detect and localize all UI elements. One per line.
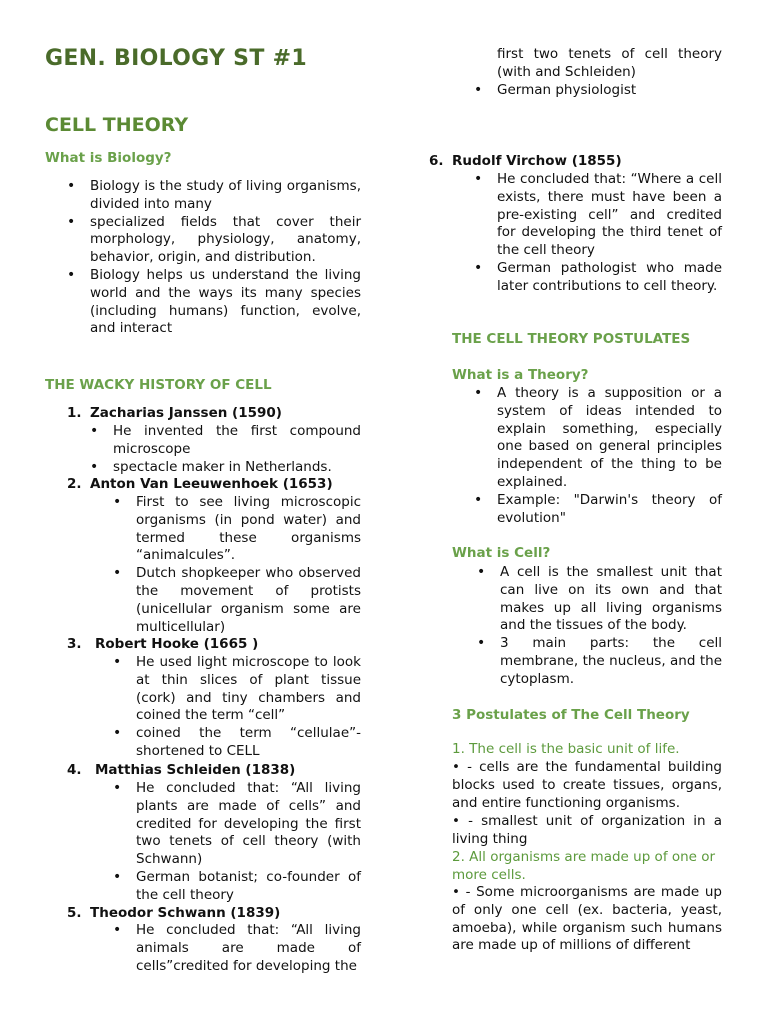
subheading-what-is-theory: What is a Theory? [452,367,589,383]
scientist-bullets [497,171,722,296]
list-item: • spectacle maker in Netherlands. [113,459,361,477]
list-item: • He used light microscope to look at thin slices of plant tissue (cork) and tiny chambers and coined the term “cell” [136,654,361,725]
list-item: • coined the term “cellulae”- shortened to CELL [136,725,361,761]
scientist-name: Robert Hooke (1665 ) [95,636,259,652]
list-item: • He concluded that: “Where a cell exists, there must have been a pre-existing cell” and credited for developing the third tenet of the cell theory [497,171,722,260]
postulate-2: 2. All organisms are made up of one or more cells. [452,849,716,883]
scientist-name: Rudolf Virchow (1855) [452,153,622,169]
cell-bullets [500,564,722,689]
list-number: 5. [67,905,82,921]
list-number: 1. [67,405,82,421]
postulate-2-detail-a: • - Some microorganisms are made up of only one cell (ex. bacteria, yeast, amoeba), while organism such humans are made up of millions of different [452,884,722,954]
list-number: 3. [67,636,82,652]
list-number: 4. [67,762,82,778]
scientist-bullets [136,494,361,636]
list-item: • First to see living microscopic organisms (in pond water) and termed these organisms “animalcules”. [136,494,361,565]
list-item: • Example: "Darwin's theory of evolution" [497,492,722,528]
scientist-name: Theodor Schwann (1839) [90,905,281,921]
subheading-history: THE WACKY HISTORY OF CELL [45,377,272,393]
list-item: • He invented the first compound microscope [113,423,361,459]
theory-bullets [497,385,722,527]
subheading-what-is-cell: What is Cell? [452,545,551,561]
list-item: • Biology is the study of living organisms, divided into many [90,178,361,214]
postulate-1: 1. The cell is the basic unit of life. [452,741,680,757]
postulate-1-detail-b: • - smallest unit of organization in a living thing [452,813,722,847]
scientist-name: Zacharias Janssen (1590) [90,405,282,421]
biology-bullet-list [90,178,361,338]
scientist-name: Anton Van Leeuwenhoek (1653) [90,476,333,492]
list-item: • 3 main parts: the cell membrane, the nucleus, and the cytoplasm. [500,635,722,688]
section-heading-cell-theory: CELL THEORY [45,114,189,136]
list-item: • German botanist; co-founder of the cell theory [136,869,361,905]
subheading-what-is-biology: What is Biology? [45,150,172,166]
list-item: • He concluded that: “All living animals are made of cells”credited for developing the [136,922,361,975]
subheading-postulates: THE CELL THEORY POSTULATES [452,331,691,347]
list-item: • Dutch shopkeeper who observed the movement of protists (unicellular organism some are multicellular) [136,565,361,636]
list-number: 6. [429,153,444,169]
list-item: • A theory is a supposition or a system of ideas intended to explain something, especially one based on general principles independent of the thing to be explained. [497,385,722,492]
list-item: • He concluded that: “All living plants are made of cells” and credited for developing the first two tenets of cell theory (with Schwann) [136,780,361,869]
subheading-three-postulates: 3 Postulates of The Cell Theory [452,707,690,723]
scientist-bullets [136,780,361,905]
list-number: 2. [67,476,82,492]
scientist-bullets [136,654,361,761]
list-item: • German pathologist who made later contributions to cell theory. [497,260,722,296]
schwann-bullets-continued [497,82,722,100]
list-item: • Biology helps us understand the living world and the ways its many species (including humans) function, evolve, and interact [90,267,361,338]
schwann-continued-text: first two tenets of cell theory (with and Schleiden) [497,46,722,80]
list-item: • specialized fields that cover their morphology, physiology, anatomy, behavior, origin, and distribution. [90,214,361,267]
document-title: GEN. BIOLOGY ST #1 [45,46,307,71]
scientist-bullets [136,922,361,975]
list-item: • A cell is the smallest unit that can live on its own and that makes up all living organisms and the tissues of the body. [500,564,722,635]
scientist-name: Matthias Schleiden (1838) [95,762,296,778]
postulate-1-detail-a: • - cells are the fundamental building blocks used to create tissues, organs, and entire functioning organisms. [452,759,722,811]
scientist-bullets [113,423,361,476]
list-item: • German physiologist [497,82,722,100]
